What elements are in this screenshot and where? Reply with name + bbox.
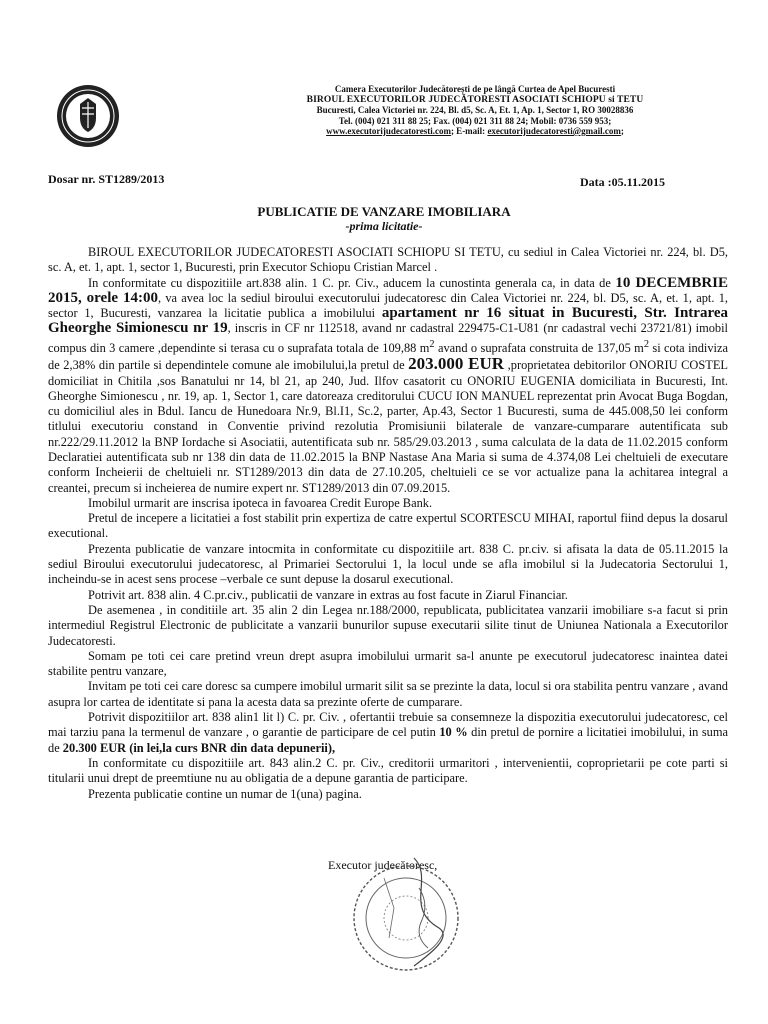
p2-text-e: si cota indiviza de 2,38% din partile si dependintele comune ale imobilului,la pretul de bbox=[48, 340, 728, 373]
paragraph-2 bbox=[48, 276, 728, 496]
paragraph-4: Pretul de incepere a licitatiei a fost stabilit prin expertiza de catre expertul SCORTESCU MIHAI, raportul fiind depus la dosarul executional. bbox=[48, 511, 728, 541]
paragraph-8: Somam pe toti cei care pretind vreun drept asupra imobilului urmarit sa-l anunte pe executorul judecatoresc inaintea datei stabilite pentru vanzare, bbox=[48, 648, 728, 679]
email-tail: ; bbox=[620, 126, 624, 136]
p10-text-b: din pretul de pornire a licitatiei imobilului, in suma de bbox=[48, 725, 728, 755]
header-contact bbox=[200, 126, 750, 137]
paragraph-12: Prezenta publicatie contine un numar de 1(una) pagina. bbox=[88, 786, 362, 801]
auction-date: 10 DECEMBRIE 2015, orele 14:00 bbox=[48, 274, 728, 306]
sup-2: 2 bbox=[643, 338, 649, 350]
official-stamp-icon bbox=[344, 848, 474, 978]
paragraph-5: Prezenta publicatie de vanzare intocmita in conformitate cu dispozitiile art. 838 C. pr.civ. si afisata la data de 05.11.2015 la sediul Biroului executorului judecatoresc, al Primariei Sectorului 1, la locul unde se afla imobilul si la Judecatoria Sectorului 1, incheindu-se in acest sens procese –verbale ce sunt depuse la dosarul executional. bbox=[48, 541, 728, 587]
p2-text-a: In conformitate cu dispozitiile art.838 alin. 1 C. pr. Civ., aducem la cunostinta generala ca, in data de bbox=[88, 275, 616, 290]
paragraph-10 bbox=[48, 710, 728, 756]
guarantee-percent: 10 % bbox=[439, 725, 468, 740]
starting-price: 203.000 EUR bbox=[408, 354, 505, 374]
case-number: Dosar nr. ST1289/2013 bbox=[48, 172, 165, 186]
p2-text-b: , va avea loc la sediul biroului executorului judecatoresc din Calea Victoriei nr. 224, bl. D5, sc. A, et. 1, apt. 1, sector 1, Bucuresti, vanzarea la licitatie publica a imobilului bbox=[48, 290, 728, 321]
paragraph-7: De asemenea , in conditiile art. 35 alin 2 din Legea nr.188/2000, republicata, publicitatea vanzarii imobiliare s-a facut si prin intermediul Registrul Electronic de publicitate a vanzarii bunurilor supuse executarii silite tinut de Uniunea Nationala a Executorilor Judecatoresti. bbox=[48, 602, 728, 648]
header-chamber: Camera Executorilor Judecătorești de pe lângă Curtea de Apel Bucuresti bbox=[334, 84, 616, 94]
email-label: ; E-mail: bbox=[450, 126, 488, 136]
property-address: apartament nr 16 situat in Bucuresti, Str. Intrarea Gheorghe Simionescu nr 19 bbox=[48, 305, 728, 337]
header-address: Bucuresti, Calea Victoriei nr. 224, Bl. d5, Sc. A, Et. 1, Ap. 1, Sector 1, RO 30028836 bbox=[316, 105, 634, 115]
email-link[interactable]: executorijudecatoresti@gmail.com bbox=[487, 126, 621, 136]
document-date: Data :05.11.2015 bbox=[580, 175, 665, 189]
website-link[interactable]: www.executorijudecatoresti.com bbox=[326, 126, 451, 136]
document-title: PUBLICATIE DE VANZARE IMOBILIARA bbox=[257, 204, 511, 219]
paragraph-11: In conformitate cu dispozitiile art. 843 alin.2 C. pr. Civ., creditorii urmaritori , intervenientii, coproprietarii pe cote parti si titularii unui drept de preemtiune nu au obligatia de a depune garantia de participare. bbox=[48, 755, 728, 786]
emblem-logo-icon bbox=[56, 84, 120, 148]
bureau-header bbox=[200, 84, 750, 137]
sup-1: 2 bbox=[429, 338, 435, 350]
header-bureau-name: BIROUL EXECUTORILOR JUDECĂTORESTI ASOCIATI SCHIOPU si TETU bbox=[306, 94, 644, 105]
p2-text-c: , inscris in CF nr 112518, avand nr cadastral 229475-C1-U81 (nr cadastral vechi 23721/81) imobil compus din 3 camere ,dependinte si terasa cu o suprafata totala de 109,88 m bbox=[48, 321, 728, 355]
paragraph-9: Invitam pe toti cei care doresc sa cumpere imobilul urmarit silit sa se prezinte la data, locul si ora stabilita pentru vanzare , avand asupra lor cartea de identitate si pana la acesta data sa prezinte oferte de cumparare. bbox=[48, 679, 728, 709]
paragraph-6: Potrivit art. 838 alin. 4 C.pr.civ., publicatii de vanzare in extras au fost facute in Ziarul Financiar. bbox=[88, 587, 568, 602]
header-phones: Tel. (004) 021 311 88 25; Fax. (004) 021 311 88 24; Mobil: 0736 559 953; bbox=[338, 115, 612, 126]
paragraph-3: Imobilul urmarit are inscrisa ipoteca in favoarea Credit Europe Bank. bbox=[88, 495, 433, 510]
guarantee-sum: 20.300 EUR (in lei,la curs BNR din data depunerii), bbox=[62, 740, 336, 755]
document-subtitle: -prima licitatie- bbox=[345, 219, 423, 233]
p10-text-a: Potrivit dispozitiilor art. 838 alin1 lit l) C. pr. Civ. , ofertantii trebuie sa consemneze la dispozitia executorului judecatoresc, cel mai tarziu pana la termenul de vanzare , o garantie de participare de cel putin bbox=[48, 710, 728, 740]
p2-text-d: avand o suprafata construita de 137,05 m bbox=[434, 340, 644, 355]
signature-label: Executor judecătoresc, bbox=[328, 858, 438, 872]
paragraph-1: BIROUL EXECUTORILOR JUDECATORESTI ASOCIATI SCHIOPU SI TETU, cu sediul in Calea Victoriei nr. 224, bl. D5, sc. A, et. 1, apt. 1, sector 1, Bucuresti, prin Executor Schiopu Cristian Marcel . bbox=[48, 245, 728, 275]
p2-text-f: ,proprietatea debitorilor ONORIU COSTEL domiciliat in Chitila ,sos Banatului nr 14, bl 21, ap 240, Jud. Ilfov casatorit cu ONORIU EUGENIA domiciliata in Bucuresti, Int. Gheorghe Simionescu , nr. 19, ap. 1, Sector 1, care datoreaza creditorului CUCU ION MANUEL reprezentat prin Avocat Buga Bogdan, cu domiciliul ales in Bdul. Iancu de Hunedoara Nr.9, Bl.I1, Sc.2, parter, Ap.43, Sector 1 Bucuresti, suma de 445.008,50 lei conform titlului executoriu constand in Conventie privind rezolutia Promisiunii bilaterale de vanzare-cumparare autentificata sub nr.222/29.11.2012 la BNP Iordache si Asociatii, autentificata sub nr. 585/29.03.2013 , suma calculata de la data de 11.02.2015 conform Declaratiei autentificata sub nr 138 din data de 11.02.2015 la BNP Nastase Ana Maria si suma de 4.374,08 Lei cheltuieli de executare conform Incheierii de cheltuieli nr. ST1289/2013 din data de 27.10.205, cheltuieli ce se vor actualize pana la achitarea integral a creantei, precum si incheierea de numire expert nr. ST1289/2013 din 07.09.2015. bbox=[48, 358, 728, 495]
document-body bbox=[48, 245, 728, 802]
